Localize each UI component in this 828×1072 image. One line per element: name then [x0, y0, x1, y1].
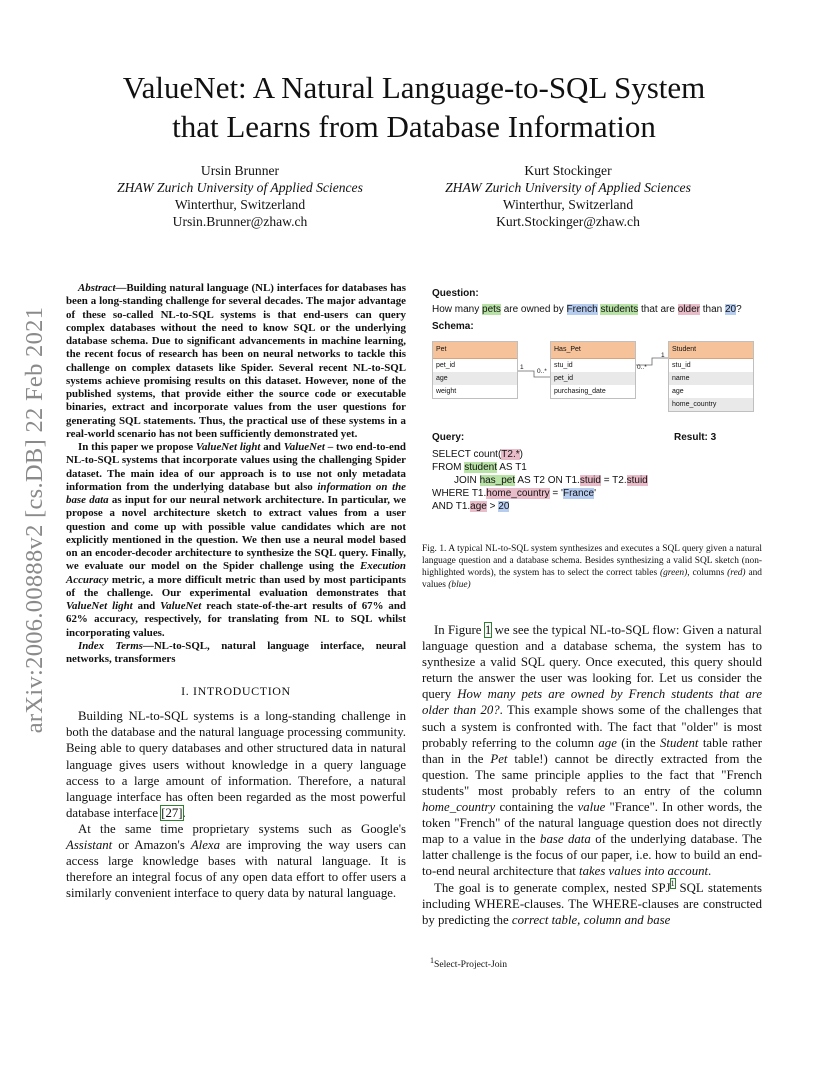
- title-line-1: ValueNet: A Natural Language-to-SQL System: [122, 70, 706, 105]
- abstract-paragraph-2: In this paper we propose ValueNet light and ValueNet – two end-to-end NL-to-SQL systems that incorporate values using the challenging Spider dataset. The main idea of our approach is to use not only metadata information from the underlying database but also information on the base data as input for our neural network architecture. In particular, we propose a novel architecture sketch to extract values from a user question and come up with possible value candidates which are not explicitly mentioned in the question. We then use a neural model based on an encoder-decoder architecture to synthesize the SQL query. Finally, we evaluate our model on the Spider challenge using the Execution Accuracy metric, a more difficult metric than used by most participants of the challenge. Our experimental evaluation demonstrates that ValueNet light and ValueNet reach state-of-the-art results of 67% and 62% accuracy, respectively, for translating from NL to SQL whilst incorporating values.: [66, 441, 406, 639]
- abstract-label: Abstract: [78, 282, 116, 294]
- author-location: Winterthur, Switzerland: [174, 197, 306, 212]
- figure-ref-link[interactable]: 1: [484, 623, 492, 637]
- table-column: home_country: [669, 398, 753, 411]
- arxiv-stamp: arXiv:2006.00888v2 [cs.DB] 22 Feb 2021: [21, 306, 48, 734]
- column-highlight: older: [677, 304, 700, 315]
- footnote-text: Select-Project-Join: [434, 959, 507, 970]
- footnote: [430, 955, 507, 971]
- multiplicity-label: 1: [520, 364, 524, 371]
- citation-link[interactable]: [27]: [161, 805, 183, 820]
- footnote-number: 1: [430, 955, 434, 965]
- author-affiliation: ZHAW Zurich University of Applied Sciences: [445, 180, 691, 195]
- author-email[interactable]: Ursin.Brunner@zhaw.ch: [172, 214, 308, 229]
- author-block-1: [80, 162, 400, 230]
- body-paragraph-2: The goal is to generate complex, nested SPJ$^1$ SQL statements including WHERE-clauses. The WHERE-clauses are constructed by predicting the correct table, column and base: [422, 879, 762, 927]
- sql-line: SELECT count(T2.*): [432, 449, 523, 460]
- result-label: Result: 3: [674, 432, 717, 443]
- table-name: Student: [669, 342, 753, 359]
- table-column: pet_id: [436, 362, 456, 369]
- multiplicity-label: 0..*: [537, 368, 547, 375]
- value-highlight: 20: [725, 304, 737, 315]
- left-column: [66, 282, 406, 901]
- table-column: name: [669, 372, 753, 385]
- author-affiliation: ZHAW Zurich University of Applied Sciences: [117, 180, 363, 195]
- table-column: pet_id: [551, 372, 635, 385]
- table-column: stu_id: [554, 362, 573, 369]
- body-paragraph-1: In Figure 1 we see the typical NL-to-SQL flow: Given a natural language question and a database schema, the system has to synthesize a valid SQL query. Once executed, this query should return the answer the user was looking for. Let us consider the query How many pets are owned by French students that are older than 20?. This example shows some of the challenges that such a system is confronted with. The fact that "older" is most probably referring to the column age (in the Student table rather than in the Pet table!) cannot be directly extracted from the question. The same principle applies to the fact that "French students" most probably refers to an entry of the column home_country containing the value "France". In other words, the token "French" of the natural language question does not directly map to a value in the base data of the underlying database. The latter challenge is the focus of our paper, i.e. how to build an end-to-end neural architecture that takes values into account.: [422, 623, 763, 879]
- multiplicity-label: 1: [661, 352, 665, 359]
- sql-line: FROM student AS T1: [432, 462, 527, 473]
- schema-label: Schema:: [432, 321, 474, 332]
- table-column: age: [672, 388, 684, 395]
- right-column: [422, 622, 762, 928]
- author-name: Kurt Stockinger: [524, 163, 612, 178]
- table-name: Pet: [433, 342, 517, 359]
- table-highlight: students: [600, 304, 639, 315]
- table-column: weight: [436, 388, 457, 395]
- table-column: stu_id: [672, 362, 691, 369]
- footnote-link[interactable]: 1: [670, 879, 675, 889]
- question-label: Question:: [432, 288, 479, 299]
- author-name: Ursin Brunner: [200, 163, 280, 178]
- table-column: purchasing_date: [554, 388, 606, 395]
- index-terms-label: Index Terms: [78, 639, 143, 652]
- query-label: Query:: [432, 432, 465, 443]
- author-email[interactable]: Kurt.Stockinger@zhaw.ch: [496, 214, 640, 229]
- intro-paragraph-2: At the same time proprietary systems such as Google's Assistant or Amazon's Alexa are improving the way users can access large knowledge bases with natural language. It is therefore an integral focus of any open data effort to offer users a similarly convenient interface to query data by natural language.: [66, 821, 406, 901]
- sql-line: AND T1.age > 20: [432, 501, 510, 512]
- value-highlight: French: [566, 304, 598, 315]
- paper-title: [70, 68, 758, 146]
- intro-paragraph-1: Building NL-to-SQL systems is a long-standing challenge in both the database and the natural language processing community. Being able to query databases and other structured data in natural language gives users without knowledge in a query language access to a large amount of information. Therefore, a natural language interface has often been regarded as the most powerful database interface [27].: [66, 709, 406, 820]
- table-name: Has_Pet: [551, 342, 635, 359]
- sql-line: WHERE T1.home_country = 'France': [432, 488, 597, 499]
- figure-caption: Fig. 1. A typical NL-to-SQL system synthesizes and executes a SQL query given a natural language question and a database schema. Besides synthesizing a valid SQL sketch (non-highlighted words), the system has to select the correct tables (green), columns (red) and values (blue): [422, 544, 762, 590]
- author-block-2: [408, 162, 728, 230]
- table-column: age: [433, 372, 517, 385]
- multiplicity-label: 0..*: [637, 364, 647, 371]
- table-highlight: pets: [482, 304, 501, 315]
- sql-line: JOIN has_pet AS T2 ON T1.stuid = T2.stuid: [454, 475, 648, 486]
- question-text: How many pets are owned by French students that are older than 20?: [432, 304, 742, 315]
- figure-1: [428, 284, 768, 524]
- author-location: Winterthur, Switzerland: [502, 197, 634, 212]
- section-heading-introduction: I. INTRODUCTION: [181, 684, 291, 699]
- sql-query: [432, 448, 648, 513]
- title-line-2: that Learns from Database Information: [172, 109, 656, 144]
- abstract-paragraph-1: Abstract—Building natural language (NL) interfaces for databases has been a long-standing challenge for several decades. The major advantage of these so-called NL-to-SQL systems is that end-users can query complex databases without the need to know SQL or the underlying database schema. Due to significant advancements in machine learning, the recent focus of research has been on neural networks to tackle this challenge on complex datasets like Spider. Several recent NL-to-SQL systems achieve promising results on this dataset. However, none of the published systems, that provide either the source code or executable binaries, extract and incorporate values from the user questions for generating SQL statements. Thus, the practical use of these systems in a real-world scenario has not been sufficiently demonstrated yet.: [66, 282, 406, 440]
- index-terms: Index Terms—NL-to-SQL, natural language interface, neural networks, transformers: [66, 639, 406, 665]
